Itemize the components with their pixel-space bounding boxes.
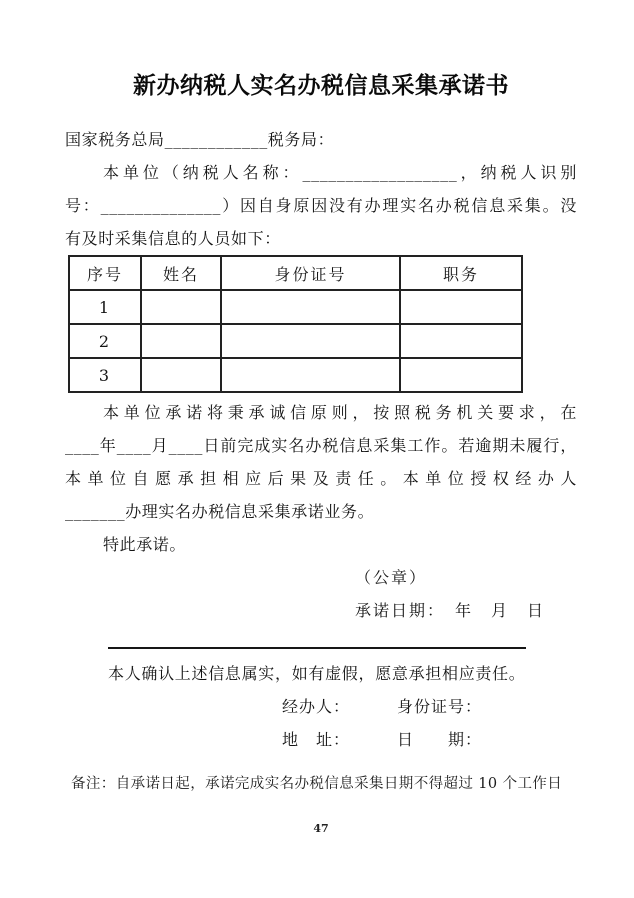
signature-row-address [282, 723, 577, 756]
signature-section [108, 647, 526, 690]
col-header-position: 职务 [400, 256, 522, 290]
footnote: 备注：自承诺日起，承诺完成实名办税信息采集日期不得超过 10 个工作日 [71, 776, 563, 792]
table-row [69, 324, 522, 358]
cell-name [141, 324, 221, 358]
stamp-block [355, 561, 577, 627]
signature-row-agent [282, 690, 577, 723]
id-number-label: 身份证号： [397, 697, 483, 716]
cell-position [400, 358, 522, 392]
cell-id-number [221, 324, 400, 358]
page-number: 47 [313, 822, 329, 835]
commitment-line-3: 本单位自愿承担相应后果及责任。本单位授权经办人 [65, 469, 577, 488]
intro-line-3: 有及时采集信息的人员如下： [65, 229, 281, 248]
commitment-line-2: ____年____月____日前完成实名办税信息采集工作。若逾期未履行， [65, 436, 577, 455]
cell-name [141, 358, 221, 392]
cell-id-number [221, 358, 400, 392]
intro-line-2: 号：______________）因自身原因没有办理实名办税信息采集。没 [65, 196, 577, 215]
cell-seq: 2 [69, 324, 141, 358]
cell-name [141, 290, 221, 324]
document-body [65, 123, 577, 836]
intro-line-1: 本单位（纳税人名称：__________________，纳税人识别 [103, 163, 577, 182]
address-label: 地 址： [282, 730, 351, 749]
agent-label: 经办人： [282, 697, 351, 716]
commitment-date-line: 承诺日期： 年 月 日 [355, 601, 546, 620]
commitment-line-1: 本单位承诺将秉承诚信原则，按照税务机关要求，在 [103, 403, 577, 422]
cell-position [400, 290, 522, 324]
signature-divider [108, 647, 526, 649]
date-label: 日 期： [397, 730, 483, 749]
col-header-id-number: 身份证号 [221, 256, 400, 290]
cell-seq: 1 [69, 290, 141, 324]
personnel-table [68, 255, 523, 393]
salutation-line: 国家税务总局____________税务局： [65, 130, 335, 149]
table-header-row [69, 256, 522, 290]
seal-placeholder-label: （公章） [355, 568, 428, 587]
commitment-line-4: _______办理实名办税信息采集承诺业务。 [65, 502, 375, 521]
table-row [69, 358, 522, 392]
col-header-name: 姓名 [141, 256, 221, 290]
cell-seq: 3 [69, 358, 141, 392]
hereby-line: 特此承诺。 [103, 535, 187, 554]
confirmation-line: 本人确认上述信息属实，如有虚假，愿意承担相应责任。 [108, 664, 526, 683]
cell-id-number [221, 290, 400, 324]
cell-position [400, 324, 522, 358]
col-header-seq: 序号 [69, 256, 141, 290]
table-row [69, 290, 522, 324]
document-title: 新办纳税人实名办税信息采集承诺书 [133, 73, 509, 99]
